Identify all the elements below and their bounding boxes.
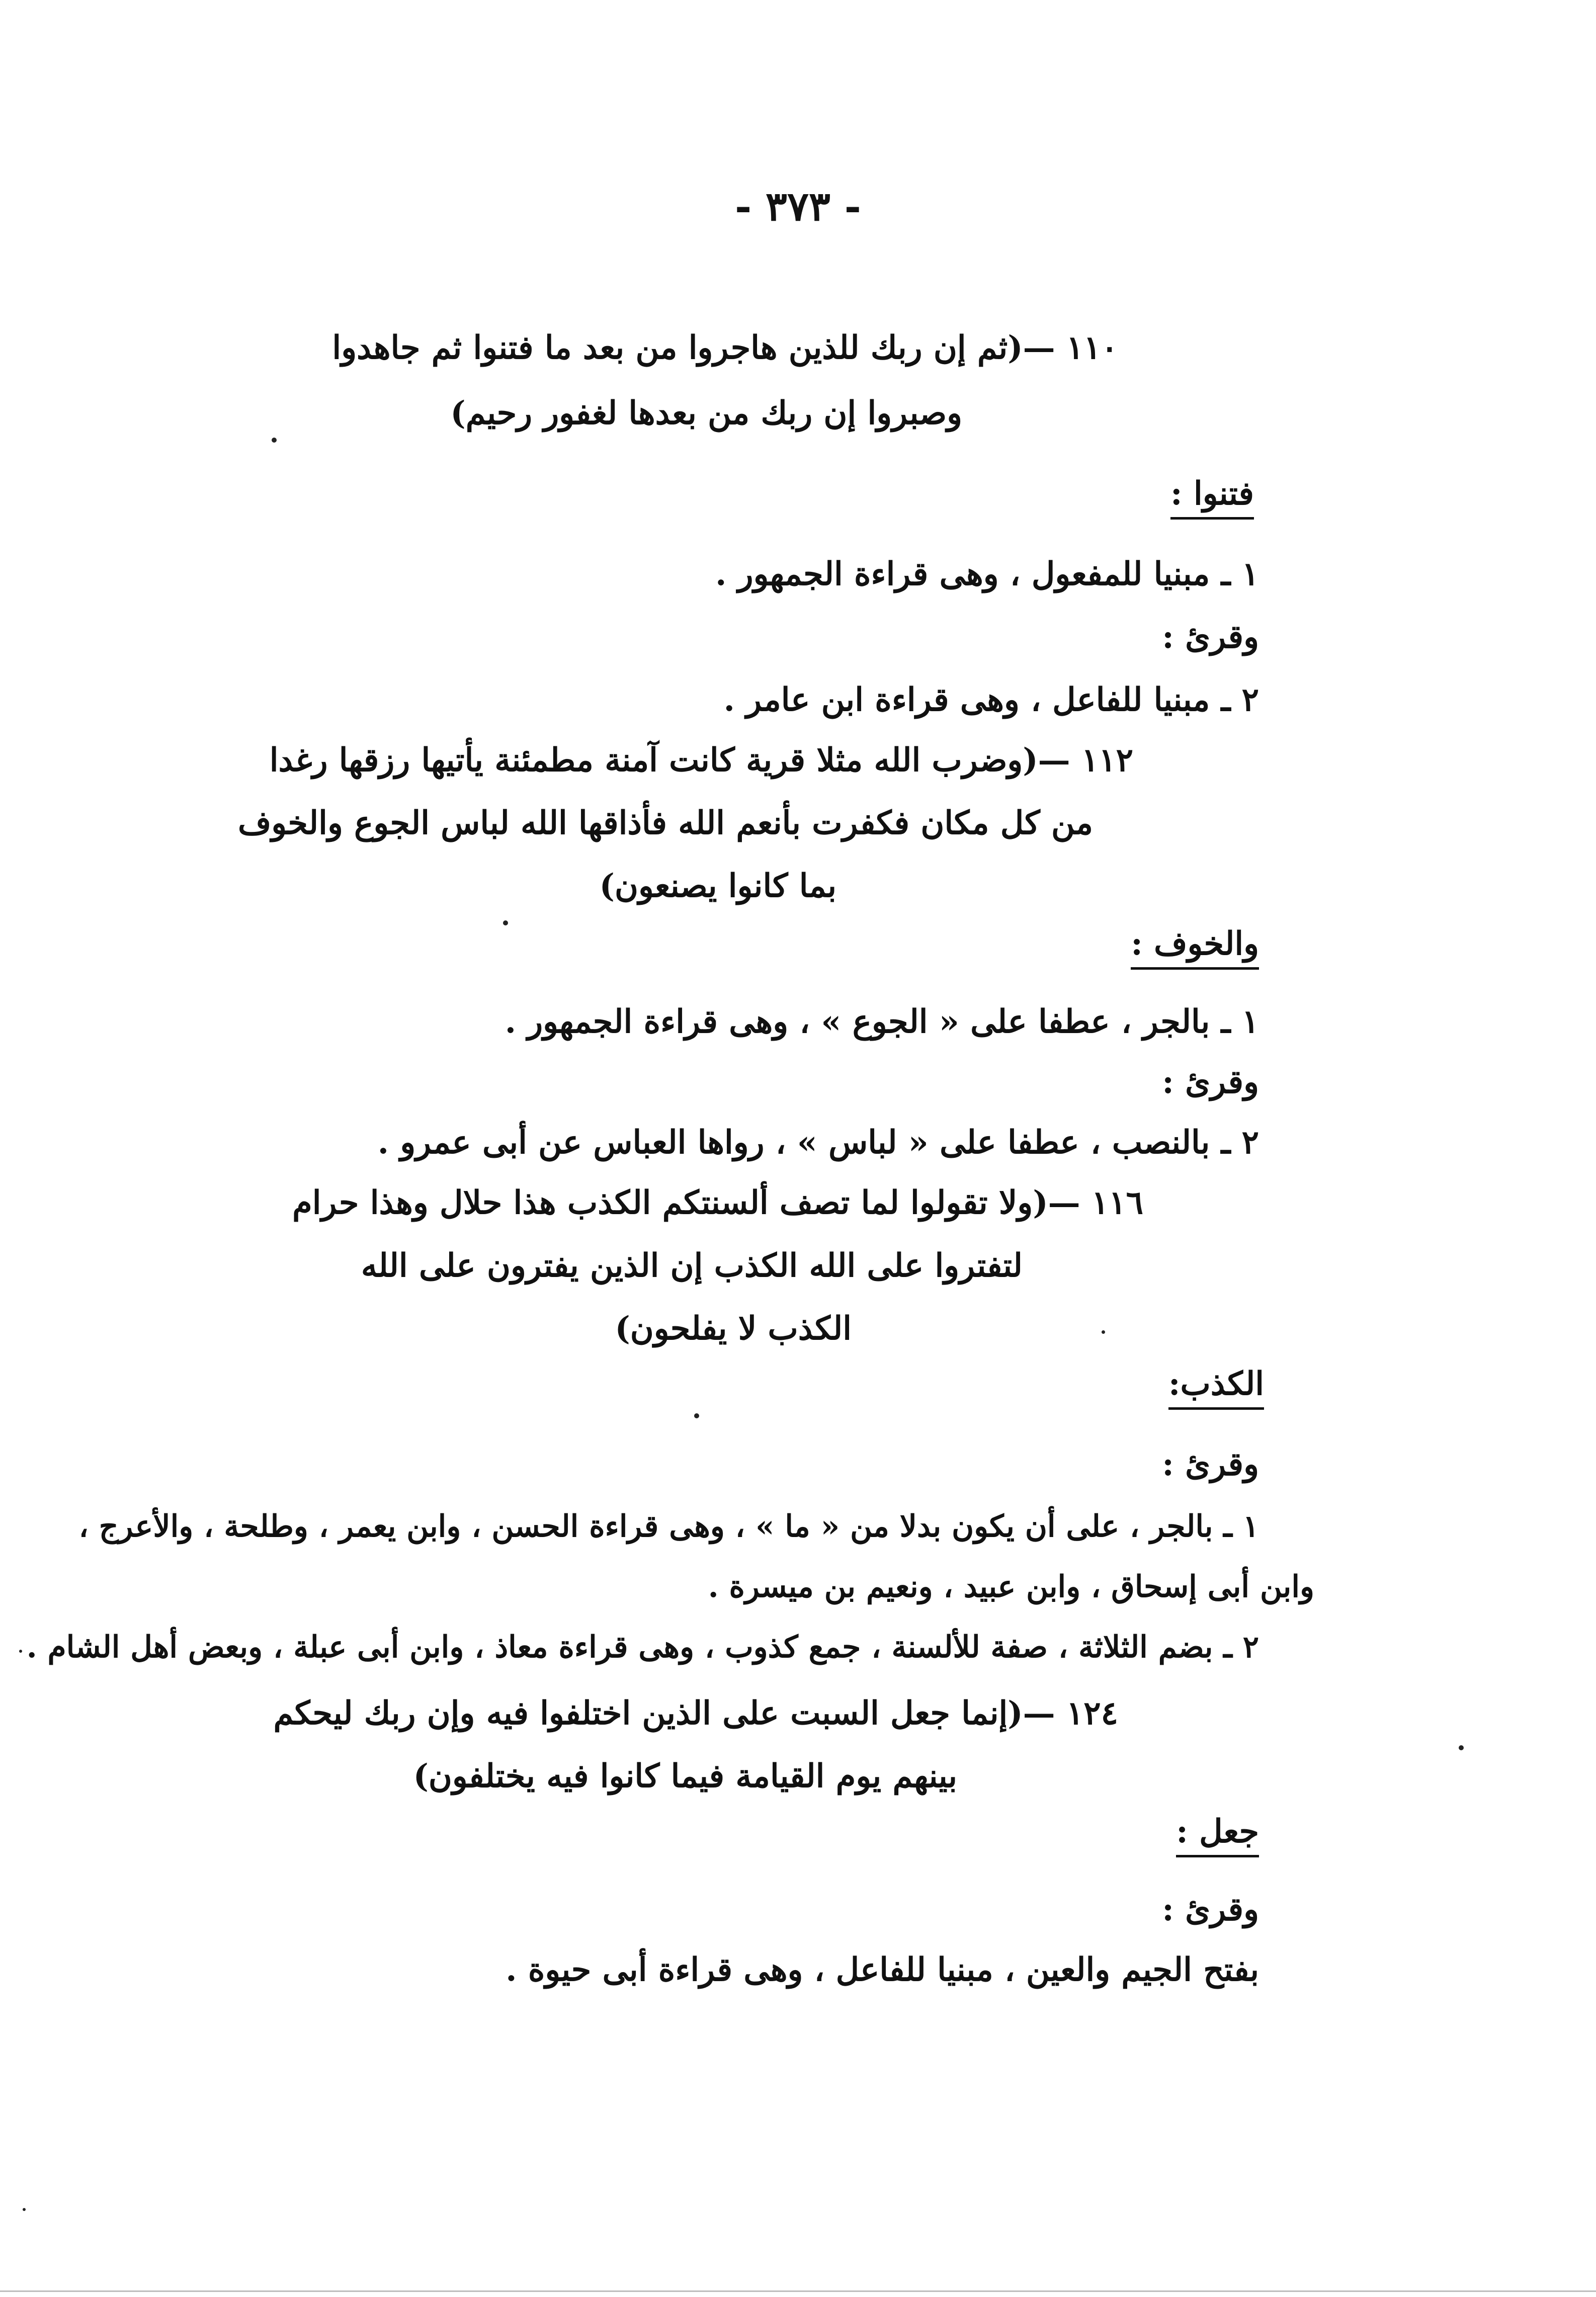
entry-fatanu-line-3: ٢ ـ مبنيا للفاعل ، وهى قراءة ابن عامر . [723, 681, 1259, 719]
verse-110-line-2: وصبروا إن ربك من بعدها لغفور رحيم) [450, 394, 962, 432]
verse-110-line-1: ١١٠ —(ثم إن ربك للذين هاجروا من بعد ما فتنوا ثم جاهدوا [332, 329, 1118, 367]
verse-116-line-3: الكذب لا يفلحون) [615, 1310, 852, 1347]
entry-alkadhib-line-2: ١ ـ بالجر ، على أن يكون بدلا من « ما » ، وهى قراءة الحسن ، وابن يعمر ، وطلحة ، والأعرج ، [78, 1509, 1259, 1544]
verse-112-line-3: بما كانوا يصنعون) [599, 867, 836, 905]
entry-jaala-line-1: وقرئ : [1162, 1891, 1259, 1928]
entry-heading-fatanu: فتنوا : [1170, 478, 1254, 520]
page-bottom-edge [0, 2290, 1596, 2292]
entry-walkhawf-line-1: ١ ـ بالجر ، عطفا على « الجوع » ، وهى قراءة الجمهور . [505, 1003, 1259, 1041]
verse-124-line-1: ١٢٤ —(إنما جعل السبت على الذين اختلفوا فيه وإن ربك ليحكم [273, 1694, 1118, 1732]
entry-fatanu-line-2: وقرئ : [1162, 618, 1259, 656]
entry-alkadhib-line-1: وقرئ : [1162, 1445, 1259, 1483]
scan-speck [694, 1413, 699, 1418]
verse-124-line-2: بينهم يوم القيامة فيما كانوا فيه يختلفون) [413, 1757, 957, 1795]
entry-heading-walkhawf: والخوف : [1131, 928, 1259, 970]
verse-112-line-1: ١١٢ —(وضرب الله مثلا قرية كانت آمنة مطمئنة يأتيها رزقها رغدا [269, 741, 1133, 779]
verse-116-line-2: لتفتروا على الله الكذب إن الذين يفترون على الله [361, 1247, 1023, 1285]
entry-heading-jaala: جعل : [1176, 1816, 1259, 1857]
page-number: - ٣٧٣ - [734, 183, 862, 230]
scan-speck [503, 920, 508, 925]
verse-112-line-2: من كل مكان فكفرت بأنعم الله فأذاقها الله لباس الجوع والخوف [237, 804, 1093, 842]
scan-speck [19, 1650, 22, 1653]
scan-speck [1459, 1745, 1464, 1750]
entry-walkhawf-line-2: وقرئ : [1162, 1063, 1259, 1101]
entry-alkadhib-line-3: وابن أبى إسحاق ، وابن عبيد ، ونعيم بن ميسرة . [708, 1569, 1314, 1604]
entry-alkadhib-line-4: ٢ ـ بضم الثلاثة ، صفة للألسنة ، جمع كذوب ، وهى قراءة معاذ ، وابن أبى عبلة ، وبعض أهل الشام . [26, 1630, 1259, 1665]
scan-speck [272, 438, 277, 443]
scan-speck [1102, 1330, 1105, 1334]
entry-jaala-line-2: بفتح الجيم والعين ، مبنيا للفاعل ، وهى قراءة أبى حيوة . [506, 1951, 1259, 1989]
verse-116-line-1: ١١٦ —(ولا تقولوا لما تصف ألسنتكم الكذب هذا حلال وهذا حرام [292, 1184, 1143, 1222]
scan-speck [23, 2208, 26, 2211]
entry-fatanu-line-1: ١ ـ مبنيا للمفعول ، وهى قراءة الجمهور . [715, 555, 1259, 593]
entry-walkhawf-line-3: ٢ ـ بالنصب ، عطفا على « لباس » ، رواها العباس عن أبى عمرو . [377, 1124, 1259, 1161]
entry-heading-alkadhib: الكذب: [1168, 1368, 1264, 1410]
